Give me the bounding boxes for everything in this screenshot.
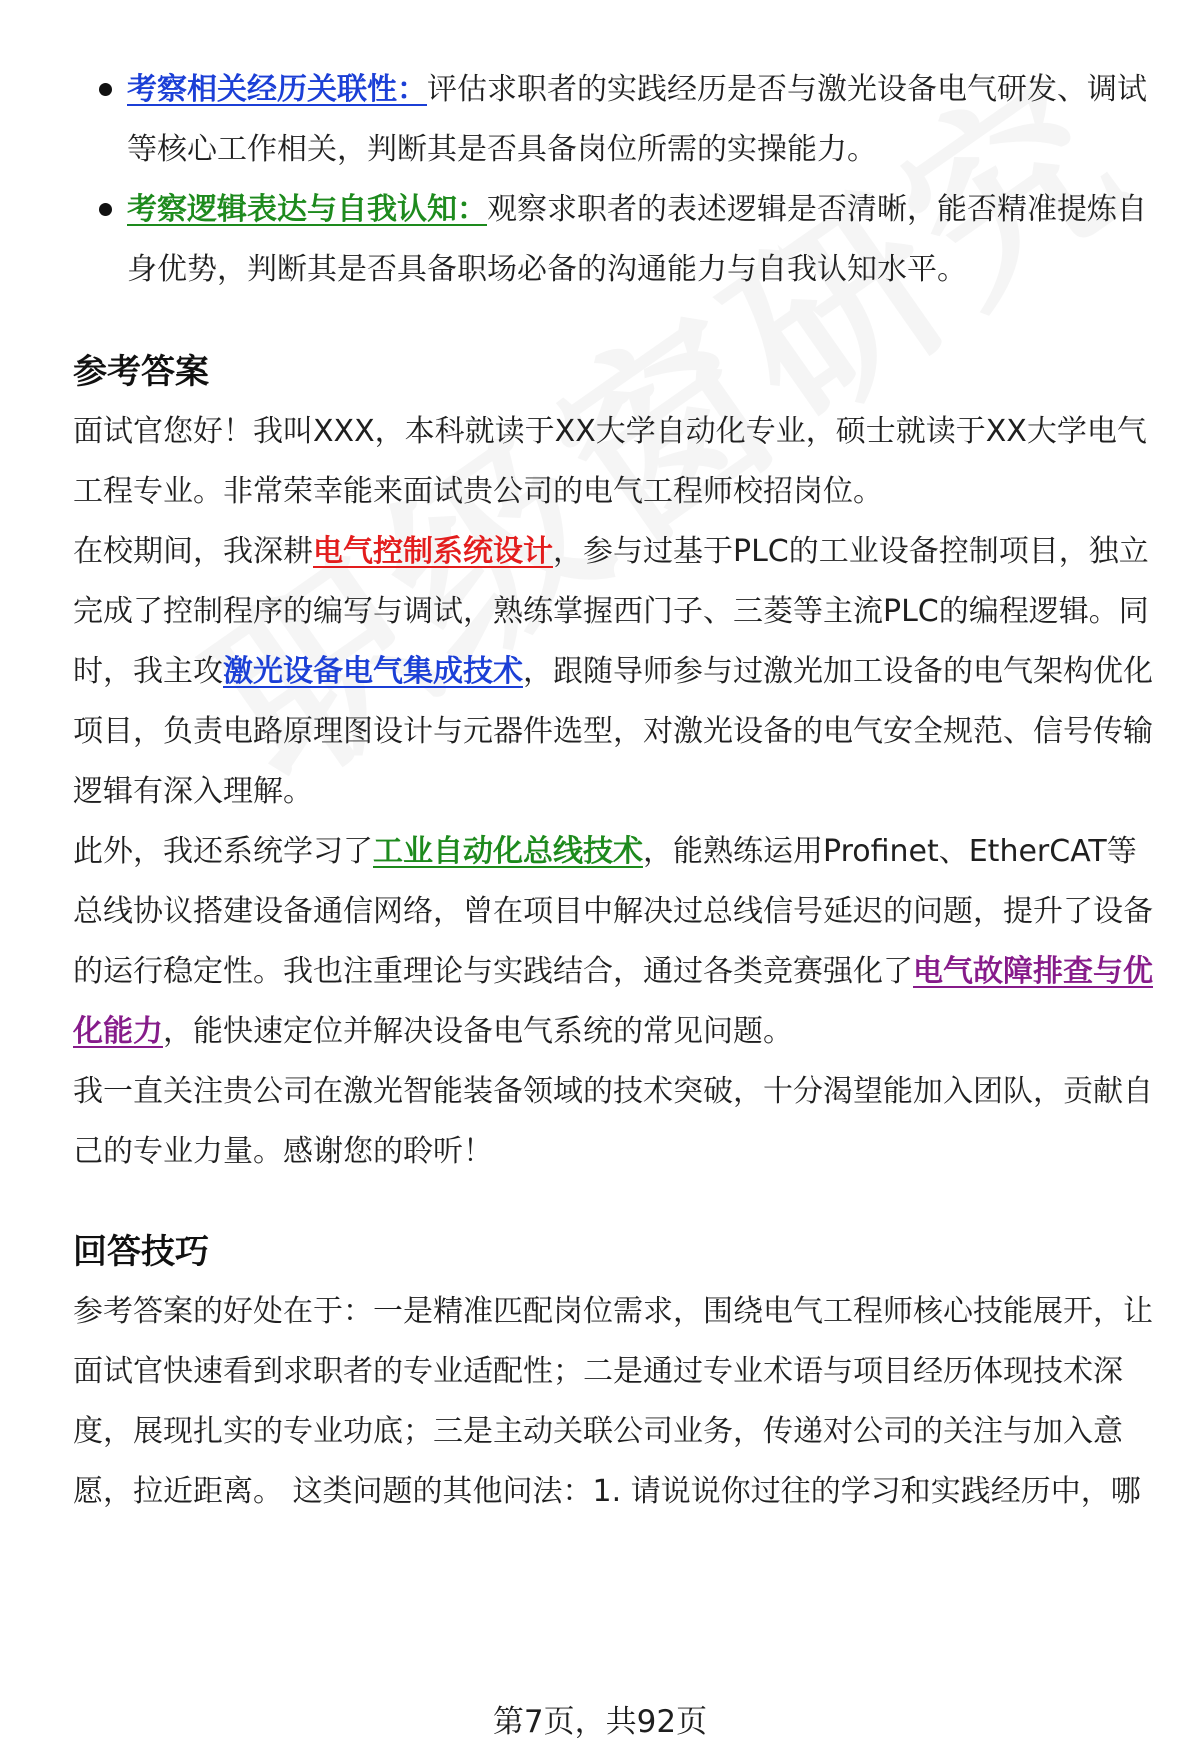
page-number: 第7页，共92页	[492, 1704, 708, 1740]
tips-paragraph: 参考答案的好处在于：一是精准匹配岗位需求，围绕电气工程师核心技能展开，让面试官快速看到求职者的专业适配性；二是通过专业术语与项目经历体现技术深度，展现扎实的专业功底；三是主动关联公司业务，传递对公司的关注与加入意愿，拉近距离。 这类问题的其他问法：1. 请说说你过往的学习和实践经历中，哪	[73, 1294, 1153, 1509]
paragraph-text: 在校期间，我深耕	[73, 534, 313, 569]
paragraph-text: 此外，我还系统学习了	[73, 834, 373, 869]
criterion-label: 考察逻辑表达与自我认知：	[127, 192, 487, 227]
reference-paragraph-experience	[73, 522, 1153, 822]
criterion-text: 观察求职者的表述逻辑是否清晰，能否精准提炼自身优势，判断其是否具备职场必备的沟通能力与自我认知水平。	[127, 192, 1147, 287]
criterion-label: 考察相关经历关联性：	[127, 72, 427, 107]
paragraph-text: ，跟随导师参与过激光加工设备的电气架构优化项目，负责电路原理图设计与元器件选型，对激光设备的电气安全规范、信号传输逻辑有深入理解。	[73, 654, 1153, 809]
paragraph-text: ，能熟练运用Profinet、EtherCAT等总线协议搭建设备通信网络，曾在项目中解决过总线信号延迟的问题，提升了设备的运行稳定性。我也注重理论与实践结合，通过各类竞赛强化了	[73, 834, 1153, 989]
section-heading-reference: 参考答案	[73, 352, 209, 392]
bullet-icon	[99, 83, 112, 96]
paragraph-text: ，参与过基于PLC的工业设备控制项目，独立完成了控制程序的编写与调试，熟练掌握西门子、三菱等主流PLC的编程逻辑。同时，我主攻	[73, 534, 1149, 689]
reference-paragraph-intro: 面试官您好！我叫XXX，本科就读于XX大学自动化专业，硕士就读于XX大学电气工程专业。非常荣幸能来面试贵公司的电气工程师校招岗位。	[73, 414, 1147, 509]
list-item	[73, 180, 1153, 300]
bullet-icon	[99, 203, 112, 216]
criterion-text: 评估求职者的实践经历是否与激光设备电气研发、调试等核心工作相关，判断其是否具备岗位所需的实操能力。	[127, 72, 1147, 167]
keyword-highlight: 激光设备电气集成技术	[223, 654, 523, 689]
section-heading-tips: 回答技巧	[73, 1232, 209, 1272]
keyword-highlight: 电气故障排查与优化能力	[73, 954, 1153, 1049]
keyword-highlight: 电气控制系统设计	[313, 534, 553, 569]
reference-paragraph-closing: 我一直关注贵公司在激光智能装备领域的技术突破，十分渴望能加入团队，贡献自己的专业力量。感谢您的聆听！	[73, 1074, 1153, 1169]
reference-paragraph-skills	[73, 822, 1153, 1062]
keyword-highlight: 工业自动化总线技术	[373, 834, 643, 869]
list-item	[73, 60, 1153, 180]
page-content	[73, 60, 1153, 1522]
paragraph-text: ，能快速定位并解决设备电气系统的常见问题。	[163, 1014, 793, 1049]
criteria-list	[73, 60, 1153, 300]
